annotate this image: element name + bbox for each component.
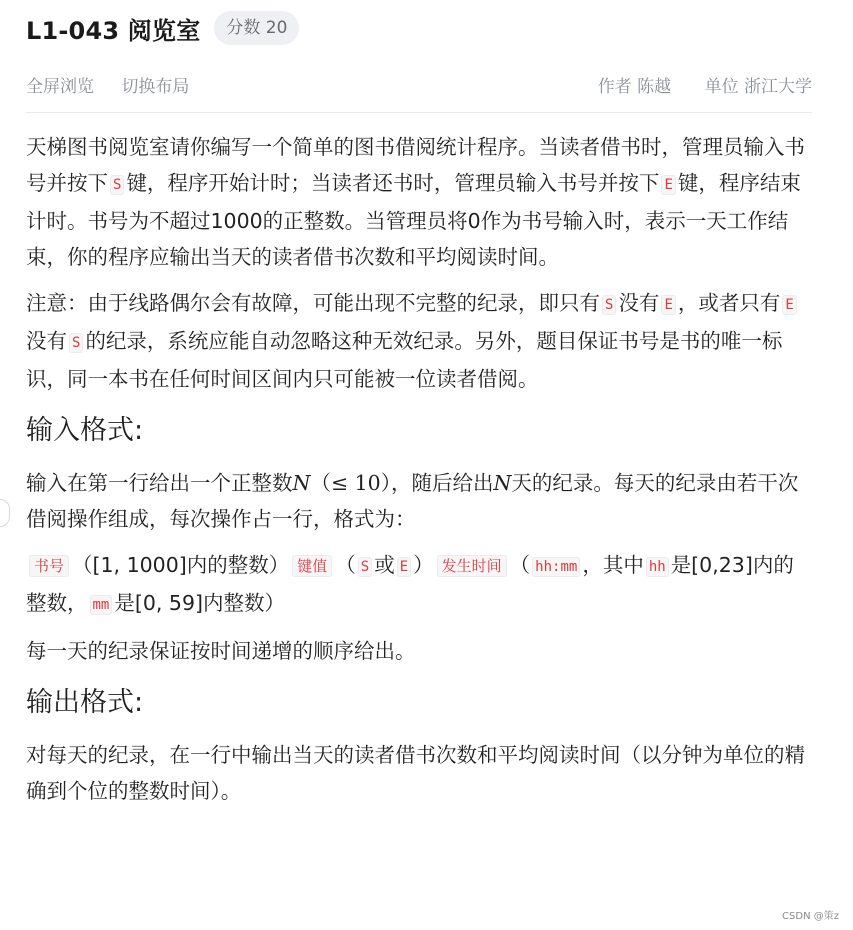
- text: 没有: [26, 329, 67, 353]
- text: ）: [413, 553, 434, 577]
- input-format-heading: 输入格式:: [26, 415, 144, 446]
- inline-code: mm: [90, 595, 113, 615]
- note-paragraph: [26, 285, 812, 397]
- text: 没有: [618, 291, 660, 315]
- text: 是[0,23]内的整数，: [26, 553, 794, 615]
- description-paragraph: [26, 129, 812, 275]
- inline-code: S: [358, 557, 372, 577]
- math-var: [493, 471, 511, 495]
- inline-code: S: [69, 333, 83, 353]
- text: 或: [374, 553, 395, 577]
- text: （: [310, 471, 331, 495]
- view-controls: [26, 72, 211, 97]
- text: ，或者只有: [677, 291, 781, 315]
- math-var: [293, 471, 311, 495]
- text: （[1, 1000]内的整数）: [72, 553, 290, 577]
- inline-code: E: [661, 295, 675, 315]
- text: 输入在第一行给出一个正整数: [26, 471, 293, 495]
- order-paragraph: 每一天的纪录保证按时间递增的顺序给出。: [26, 639, 416, 663]
- inline-code: S: [110, 175, 124, 195]
- score-badge: 分数 20: [214, 11, 299, 45]
- math-expr: ≤ 10: [330, 471, 381, 495]
- inline-code: hh:mm: [532, 557, 580, 577]
- author-label: 作者 陈越: [597, 76, 672, 97]
- problem-title: L1-043 阅览室: [26, 16, 201, 45]
- fullscreen-link[interactable]: 全屏浏览: [26, 76, 94, 97]
- problem-page: [26, 0, 812, 819]
- input-paragraph: [26, 465, 812, 537]
- inline-code: E: [661, 175, 675, 195]
- text: ），随后给出: [380, 471, 494, 495]
- inline-code: S: [602, 295, 616, 315]
- text: （: [509, 553, 531, 577]
- format-tag: 发生时间: [437, 555, 507, 577]
- inline-code: E: [397, 557, 411, 577]
- title-row: [26, 0, 812, 56]
- text: 是[0, 59]内整数）: [114, 591, 286, 615]
- switch-layout-link[interactable]: 切换布局: [121, 76, 190, 97]
- text: （: [335, 553, 356, 577]
- problem-body: [26, 113, 812, 809]
- text: 键，程序结束计时。书号为不超过1000的正整数。当管理员将0作为书号输入时，表示一天工作结束，你的程序应输出当天的读者借书次数和平均阅读时间。: [26, 171, 801, 269]
- watermark: CSDN @策z: [782, 911, 839, 922]
- meta-row: [26, 56, 812, 113]
- problem-meta: [570, 72, 812, 97]
- output-paragraph: 对每天的纪录，在一行中输出当天的读者借书次数和平均阅读时间（以分钟为单位的精确到个位的整数时间）。: [26, 743, 805, 803]
- text: 天梯图书阅览室请你编写一个简单的图书借阅统计程序。当读者借书时，管理员输入书号并按下: [26, 135, 805, 195]
- math-n: N: [292, 471, 311, 495]
- text: 键，程序开始计时；当读者还书时，管理员输入书号并按下: [126, 171, 660, 195]
- text: 注意：由于线路偶尔会有故障，可能出现不完整的纪录，即只有: [26, 291, 600, 315]
- side-collapse-handle[interactable]: [0, 499, 10, 527]
- math-n: N: [493, 471, 512, 495]
- format-tag: 键值: [292, 555, 332, 577]
- text: ，其中: [582, 553, 644, 577]
- format-paragraph: [26, 547, 812, 623]
- inline-code: hh: [646, 557, 669, 577]
- output-format-heading: 输出格式:: [26, 687, 144, 718]
- format-tag: 书号: [29, 555, 69, 577]
- unit-label: 单位 浙江大学: [704, 76, 812, 97]
- text: 的纪录，系统应能自动忽略这种无效纪录。另外，题目保证书号是书的唯一标识，同一本书在任何时间区间内只可能被一位读者借阅。: [26, 329, 783, 391]
- text: 天的纪录。每天的纪录由若干次借阅操作组成，每次操作占一行，格式为：: [26, 471, 799, 531]
- inline-code: E: [782, 295, 796, 315]
